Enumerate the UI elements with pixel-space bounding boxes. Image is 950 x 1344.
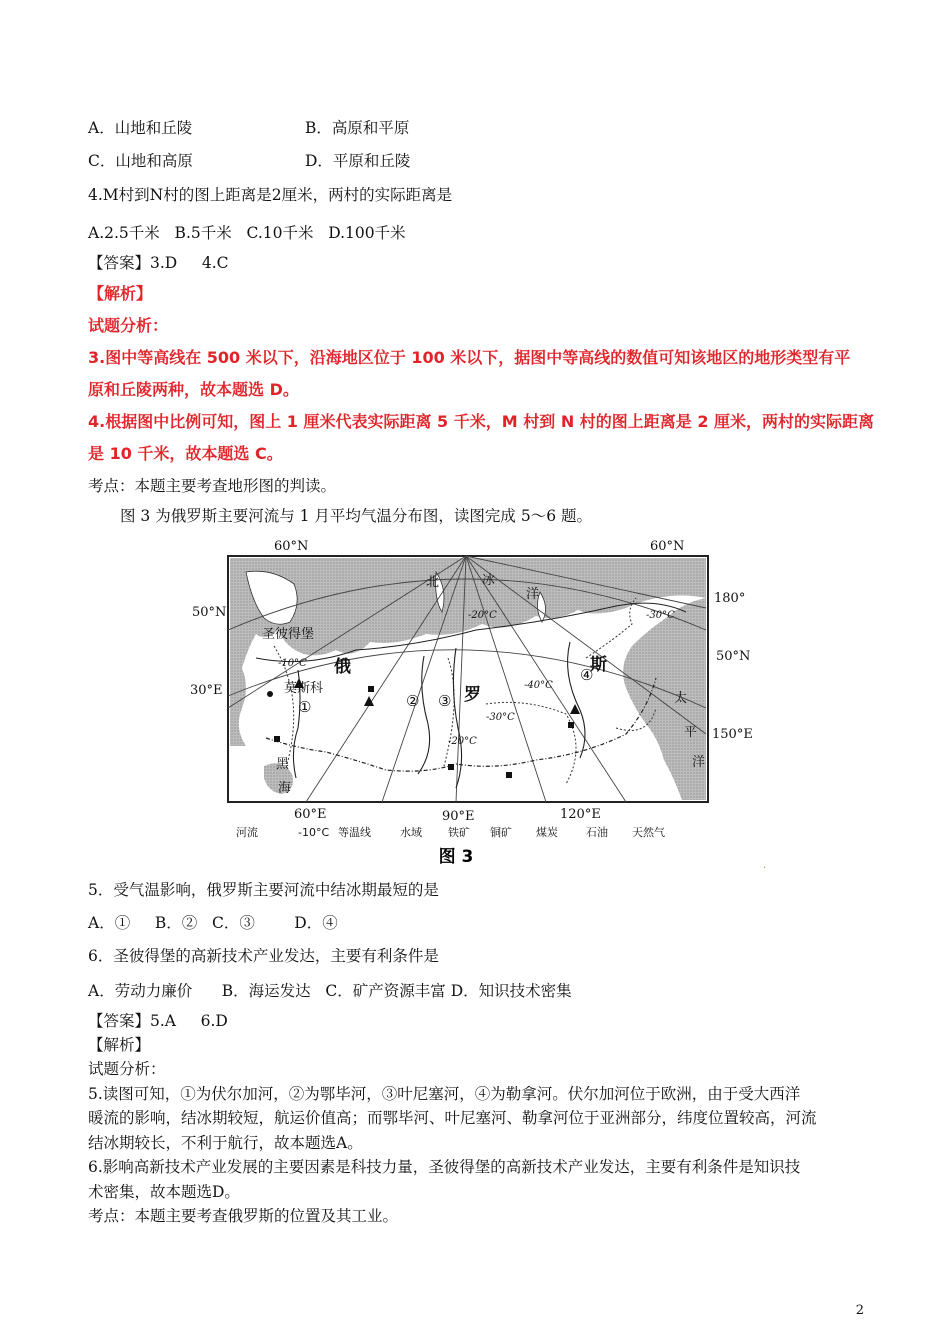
analysis-4-line1: 4.根据图中比例可知，图上 1 厘米代表实际距离 5 千米，M 村到 N 村的图上距离是 2 厘米，两村的实际距离: [88, 412, 875, 431]
river-number: ④: [580, 666, 594, 684]
sea-label: 太: [674, 691, 688, 706]
q3-option-b: B．高原和平原: [305, 119, 410, 137]
river-number: ③: [438, 692, 452, 710]
latitude-label: 50°N: [716, 649, 751, 664]
analysis-5-line1: 5.读图可知，①为伏尔加河，②为鄂毕河，③叶尼塞河，④为勒拿河。伏尔加河位于欧洲，由于受大西洋: [88, 1085, 801, 1103]
sea-label: 北: [426, 575, 440, 590]
longitude-label: 180°: [714, 591, 746, 606]
legend-item: 铁矿: [448, 826, 470, 839]
legend-item: 水域: [400, 826, 422, 839]
longitude-label: 30°E: [190, 683, 223, 698]
isotherm-label: -30°C: [646, 610, 675, 621]
isotherm-label: -40°C: [524, 680, 553, 691]
legend-item: 煤炭: [536, 826, 558, 839]
q5-stem: 5．受气温影响，俄罗斯主要河流中结冰期最短的是: [88, 881, 439, 899]
analysis-heading-2: 【解析】: [88, 1036, 151, 1054]
analysis-4-line2: 是 10 千米，故本题选 C。: [88, 444, 283, 463]
q3-option-c: C．山地和高原: [88, 152, 193, 170]
analysis-5-line2: 暖流的影响，结冰期较短，航运价值高；而鄂毕河、叶尼塞河、勒拿河位于亚洲部分，纬度位置较高，河流: [88, 1109, 817, 1127]
sea-label: 海: [278, 781, 292, 796]
sea-label: 黑: [276, 757, 290, 772]
analysis-6-line2: 术密集，故本题选D。: [88, 1183, 240, 1201]
legend-item: 铜矿: [490, 826, 512, 839]
isotherm-label: -30°C: [486, 712, 515, 723]
sea-label: 冰: [482, 573, 496, 588]
analysis-heading-1: 【解析】: [88, 284, 153, 303]
isotherm-label: -10°C: [278, 658, 307, 669]
sea-label: 洋: [526, 587, 540, 602]
analysis-sub-1: 试题分析：: [88, 316, 169, 335]
legend-item: -10°C: [298, 826, 330, 839]
figure-intro: 图 3 为俄罗斯主要河流与 1 月平均气温分布图，读图完成 5～6 题。: [120, 507, 593, 525]
kaodian-1: 考点：本题主要考查地形图的判读。: [88, 477, 337, 495]
q4-options: A.2.5千米 B.5千米 C.10千米 D.100千米: [88, 224, 406, 242]
sea-label: 平: [684, 725, 698, 740]
sea-label: 洋: [692, 755, 706, 770]
place-label: 罗: [464, 685, 481, 705]
analysis-sub-2: 试题分析：: [88, 1060, 166, 1078]
answer-3-4: 【答案】3.D 4.C: [88, 254, 229, 272]
russia-map-figure: [186, 538, 753, 868]
latitude-label: 60°N: [274, 539, 309, 554]
kaodian-2: 考点：本题主要考查俄罗斯的位置及其工业。: [88, 1207, 399, 1225]
place-label: 斯: [590, 655, 607, 675]
longitude-label: 120°E: [560, 807, 601, 822]
place-label: 俄: [334, 657, 351, 677]
q5-options: A．① B．② C．③ D．④: [88, 914, 338, 932]
analysis-6-line1: 6.影响高新技术产业发展的主要因素是科技力量，圣彼得堡的高新技术产业发达，主要有利条件是知识技: [88, 1158, 801, 1176]
answer-5-6: 【答案】5.A 6.D: [88, 1012, 228, 1030]
q3-option-d: D．平原和丘陵: [305, 152, 411, 170]
q6-options: A．劳动力廉价 B．海运发达 C．矿产资源丰富 D．知识技术密集: [88, 982, 572, 1000]
legend-item: 等温线: [338, 826, 371, 839]
longitude-label: 60°E: [294, 807, 327, 822]
isotherm-label: -20°C: [468, 610, 497, 621]
longitude-label: 90°E: [442, 809, 475, 824]
stray-mark: .: [763, 860, 767, 871]
analysis-3-line2: 原和丘陵两种，故本题选 D。: [88, 380, 299, 399]
river-number: ①: [298, 698, 312, 716]
longitude-label: 150°E: [712, 727, 753, 742]
analysis-3-line1: 3.图中等高线在 500 米以下，沿海地区位于 100 米以下，据图中等高线的数值可知该地区的地形类型有平: [88, 348, 851, 367]
place-label: 莫斯科: [284, 681, 324, 696]
q4-stem: 4.M村到N村的图上距离是2厘米，两村的实际距离是: [88, 186, 453, 204]
river-number: ②: [406, 692, 420, 710]
analysis-5-line3: 结冰期较长，不利于航行，故本题选A。: [88, 1134, 363, 1152]
figure-caption: 图 3: [438, 847, 474, 867]
page-number: 2: [855, 1303, 864, 1318]
latitude-label: 60°N: [650, 539, 685, 554]
legend-item: 河流: [236, 826, 258, 839]
place-label: 圣彼得堡: [262, 627, 315, 642]
isotherm-label: -20°C: [448, 736, 477, 747]
legend-item: 石油: [586, 826, 608, 839]
legend-item: 天然气: [632, 826, 665, 839]
q6-stem: 6．圣彼得堡的高新技术产业发达，主要有利条件是: [88, 947, 439, 965]
latitude-label: 50°N: [192, 605, 227, 620]
q3-option-a: A．山地和丘陵: [88, 119, 193, 137]
